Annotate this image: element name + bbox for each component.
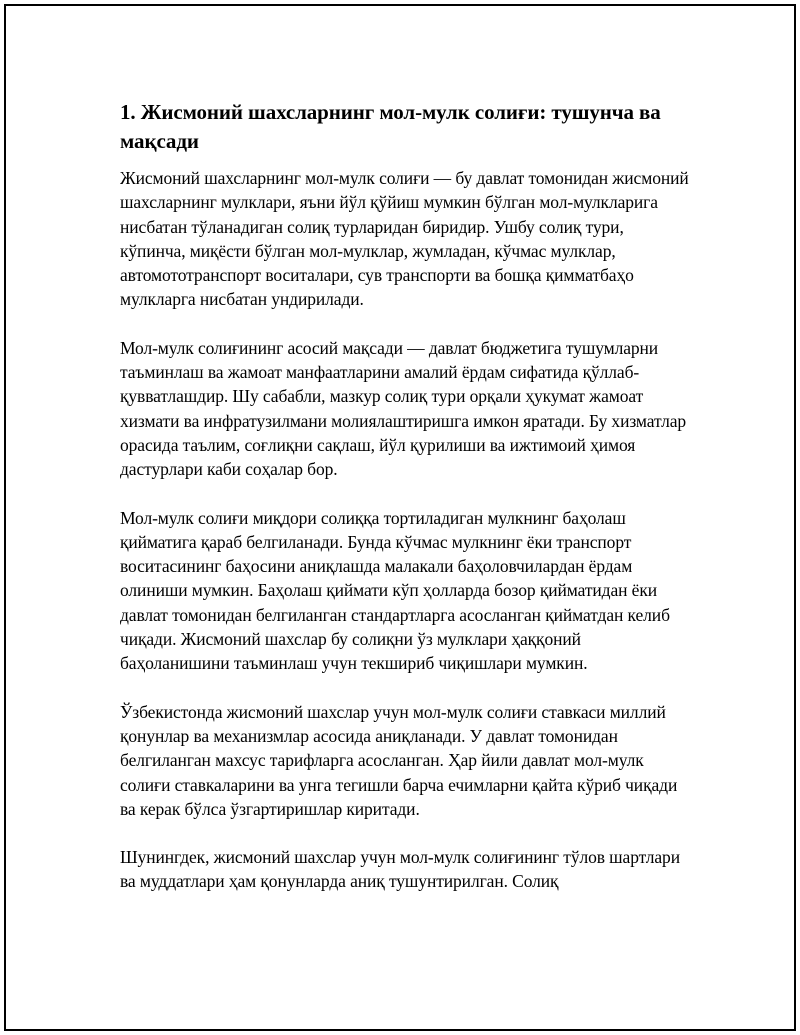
document-body [120,98,690,918]
page-frame [4,4,796,1031]
document-title: 1. Жисмоний шахсларнинг мол-мулк солиғи: тушунча ва мақсади [120,100,661,153]
paragraph: Жисмоний шахсларнинг мол-мулк солиғи — бу давлат томонидан жисмоний шахсларнинг мулклари, яъни йўл қўйиш мумкин бўлган мол-мулкларига нисбатан тўланадиган солиқ турларидан биридир. Ушбу солиқ тури, кўпинча, миқёсти бўлган мол-мулклар, жумладан, кўчмас мулклар, автомототранспорт воситалари, сув транспорти ва бошқа қимматбаҳо мулкларга нисбатан ундирилади. [120,168,689,310]
paragraph: Мол-мулк солиғининг асосий мақсади — давлат бюджетига тушумларни таъминлаш ва жамоат манфаатларини амалий ёрдам сифатида қўллаб-қувватлашдир. Шу сабабли, мазкур солиқ тури орқали ҳукумат жамоат хизмати ва инфратузилмани молиялаштиришга имкон яратади. Бу хизматлар орасида таълим, соғлиқни сақлаш, йўл қурилиши ва ижтимоий ҳимоя дастурлари каби соҳалар бор. [120,337,687,480]
paragraph: Шунингдек, жисмоний шахслар учун мол-мулк солиғининг тўлов шартлари ва муддатлари ҳам қонунларда аниқ тушунтирилган. Солиқ [120,847,680,892]
paragraph: Ўзбекистонда жисмоний шахслар учун мол-мулк солиғи ставкаси миллий қонунлар ва механизмлар асосида аниқланади. У давлат томонидан белгиланган махсус тарифларга асосланган. Ҳар йили давлат мол-мулк солиғи ставкаларини ва унга тегишли барча ечимларни қайта кўриб чиқади ва керак бўлса ўзгартиришлар киритади. [120,701,678,819]
paragraph: Мол-мулк солиғи миқдори солиққа тортиладиган мулкнинг баҳолаш қийматига қараб белгиланади. Бунда кўчмас мулкнинг ёки транспорт воситасининг баҳосини аниқлашда малакали баҳоловчилардан ёрдам олиниши мумкин. Баҳолаш қиймати кўп ҳолларда бозор қийматидан ёки давлат томонидан белгиланган стандартларга асосланган қийматдан келиб чиқади. Жисмоний шахслар бу солиқни ўз мулклари ҳаққоний баҳоланишини таъминлаш учун текшириб чиқишлари мумкин. [120,507,670,674]
